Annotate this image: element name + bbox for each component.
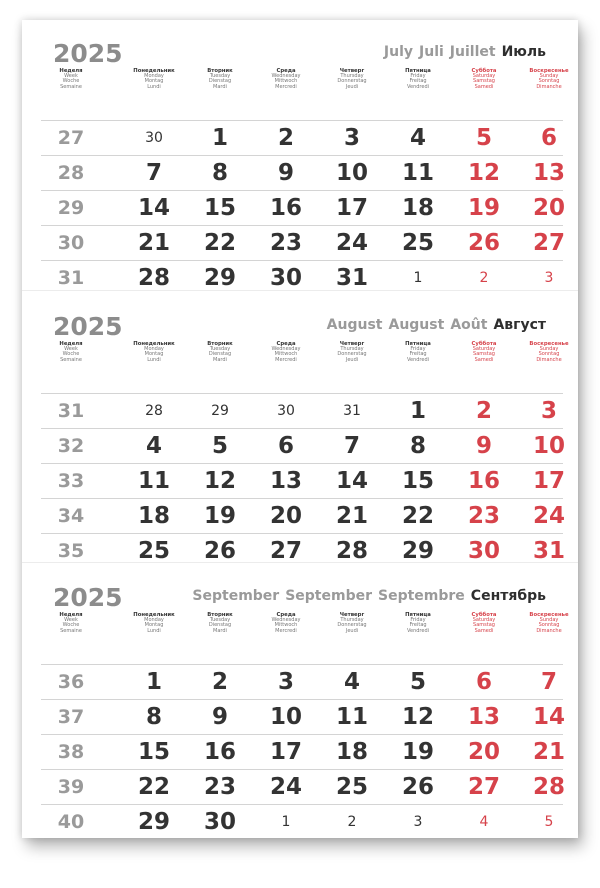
day-cell: 3 — [343, 125, 360, 151]
week-number: 40 — [57, 811, 85, 833]
day-cell: 12 — [467, 160, 500, 186]
day-cell: 1 — [145, 669, 162, 695]
adjacent-month-day: 3 — [544, 270, 554, 286]
day-cell: 17 — [335, 195, 368, 221]
day-cell: 15 — [203, 195, 236, 221]
weekday-header-en: Thursday — [340, 73, 364, 80]
weekday-header — [124, 69, 184, 90]
weekday-header-de: Freitag — [409, 78, 427, 85]
day-cell: 15 — [401, 468, 434, 494]
day-cell: 7 — [540, 669, 557, 695]
day-cell: 9 — [211, 704, 228, 730]
weekday-header-de: Mittwoch — [274, 351, 298, 358]
weekday-header-ru: Вторник — [207, 612, 233, 618]
day-cell: 28 — [137, 265, 170, 291]
day-cell: 10 — [335, 160, 368, 186]
weekday-header-fr: Lundi — [147, 627, 161, 634]
day-cell: 24 — [532, 503, 565, 529]
day-cell: 20 — [532, 195, 565, 221]
day-cell: 24 — [269, 774, 302, 800]
weekday-header — [124, 342, 184, 363]
week-row — [41, 664, 563, 699]
day-cell: 25 — [401, 230, 434, 256]
day-cell: 14 — [335, 468, 368, 494]
week-number: 30 — [57, 232, 85, 254]
day-cell: 9 — [475, 433, 492, 459]
day-cell: 9 — [277, 160, 294, 186]
day-cell: 8 — [211, 160, 228, 186]
weekday-header-fr: Vendredi — [406, 83, 430, 90]
day-cell: 26 — [467, 230, 500, 256]
weekday-header-fr: Jeudi — [345, 83, 359, 90]
day-cell: 28 — [335, 538, 368, 564]
day-cell: 3 — [277, 669, 294, 695]
month-name-fr: Juillet — [449, 44, 496, 60]
day-cell: 28 — [532, 774, 565, 800]
week-column-header — [41, 342, 101, 363]
month-name-ru: Сентябрь — [470, 588, 546, 604]
day-cell: 29 — [137, 809, 170, 835]
day-cell: 17 — [269, 739, 302, 765]
weekday-header-de: Montag — [144, 622, 164, 629]
weekday-header-ru: Четверг — [339, 612, 365, 618]
day-cell: 21 — [137, 230, 170, 256]
day-cell: 29 — [203, 265, 236, 291]
day-cell: 20 — [269, 503, 302, 529]
day-cell: 30 — [467, 538, 500, 564]
week-row — [41, 190, 563, 225]
week-row — [41, 498, 563, 533]
adjacent-month-day: 5 — [544, 814, 554, 830]
week-row — [41, 260, 563, 295]
calendar-page — [22, 20, 578, 838]
weekday-header-en: Tuesday — [209, 73, 231, 80]
weekday-header-de: Mittwoch — [274, 78, 298, 85]
day-cell: 23 — [203, 774, 236, 800]
weekday-header-en: Sunday — [539, 346, 559, 353]
week-number: 34 — [57, 505, 85, 527]
day-cell: 27 — [269, 538, 302, 564]
weekday-header-fr: Dimanche — [536, 83, 562, 90]
weekday-header — [190, 613, 250, 634]
weekday-header-en: Week — [64, 73, 78, 80]
adjacent-month-day: 31 — [343, 403, 361, 419]
day-cell: 5 — [211, 433, 228, 459]
weekday-header-ru: Среда — [276, 68, 296, 74]
day-cell: 2 — [211, 669, 228, 695]
day-cell: 22 — [203, 230, 236, 256]
day-cell: 21 — [532, 739, 565, 765]
weekday-header-de: Samstag — [473, 351, 495, 358]
month-name-en: July — [383, 44, 414, 60]
weekday-header-ru: Неделя — [59, 341, 83, 347]
weekday-header-en: Saturday — [472, 617, 496, 624]
week-number: 31 — [57, 267, 85, 289]
day-cell: 13 — [269, 468, 302, 494]
day-cell: 31 — [532, 538, 565, 564]
day-cell: 31 — [335, 265, 368, 291]
weekday-header — [454, 69, 514, 90]
weekday-header-ru: Понедельник — [133, 612, 175, 618]
day-cell: 5 — [475, 125, 492, 151]
weekday-header-fr: Semaine — [60, 83, 82, 90]
weekday-header-fr: Mardi — [213, 627, 227, 634]
day-cell: 12 — [203, 468, 236, 494]
weekday-header-en: Wednesday — [271, 617, 301, 624]
weekday-header-ru: Среда — [276, 612, 296, 618]
weekday-header-ru: Вторник — [207, 68, 233, 74]
adjacent-month-day: 1 — [413, 270, 423, 286]
weekday-header-de: Donnerstag — [337, 78, 367, 85]
weekday-header-de: Woche — [62, 351, 80, 358]
weekday-header-fr: Vendredi — [406, 356, 430, 363]
day-cell: 13 — [467, 704, 500, 730]
day-cell: 10 — [269, 704, 302, 730]
weekday-header — [256, 342, 316, 363]
day-cell: 11 — [137, 468, 170, 494]
weekday-header-fr: Mercredi — [275, 627, 297, 634]
weekday-header-en: Sunday — [539, 617, 559, 624]
month-name-en: August — [326, 317, 383, 333]
weekday-header — [454, 613, 514, 634]
weekday-header-en: Saturday — [472, 73, 496, 80]
weekday-header-fr: Lundi — [147, 83, 161, 90]
week-row — [41, 120, 563, 155]
weekday-header-en: Week — [64, 617, 78, 624]
weekday-header-de: Freitag — [409, 351, 427, 358]
weekday-header-de: Sonntag — [538, 351, 560, 358]
day-cell: 26 — [203, 538, 236, 564]
weekday-header-fr: Vendredi — [406, 627, 430, 634]
adjacent-month-day: 30 — [145, 130, 163, 146]
day-cell: 12 — [401, 704, 434, 730]
day-cell: 4 — [145, 433, 162, 459]
month-block — [22, 581, 578, 833]
weekday-header-fr: Semaine — [60, 627, 82, 634]
year-label: 2025 — [53, 312, 123, 341]
day-cell: 14 — [532, 704, 565, 730]
week-number: 37 — [57, 706, 85, 728]
weekday-header-ru: Суббота — [471, 68, 497, 74]
day-cell: 4 — [409, 125, 426, 151]
month-name-de: September — [285, 588, 372, 604]
weekday-header-de: Samstag — [473, 622, 495, 629]
weekday-header-fr: Mardi — [213, 356, 227, 363]
weekday-header-de: Dienstag — [208, 622, 232, 629]
day-cell: 23 — [269, 230, 302, 256]
week-row — [41, 769, 563, 804]
weekday-header-fr: Dimanche — [536, 627, 562, 634]
weekday-header-en: Wednesday — [271, 73, 301, 80]
weekday-header-ru: Воскресенье — [529, 68, 569, 74]
weekday-header-de: Woche — [62, 622, 80, 629]
weekday-header — [388, 342, 448, 363]
weekday-header-ru: Четверг — [339, 341, 365, 347]
day-cell: 1 — [211, 125, 228, 151]
weekday-header — [388, 613, 448, 634]
day-cell: 22 — [137, 774, 170, 800]
day-cell: 18 — [137, 503, 170, 529]
day-cell: 29 — [401, 538, 434, 564]
weekday-header-de: Donnerstag — [337, 351, 367, 358]
weekday-header-de: Donnerstag — [337, 622, 367, 629]
weekday-header-ru: Понедельник — [133, 68, 175, 74]
day-cell: 22 — [401, 503, 434, 529]
weekday-header-de: Mittwoch — [274, 622, 298, 629]
weekday-header-en: Sunday — [539, 73, 559, 80]
day-cell: 6 — [540, 125, 557, 151]
day-cell: 2 — [475, 398, 492, 424]
day-cell: 16 — [203, 739, 236, 765]
day-cell: 24 — [335, 230, 368, 256]
day-cell: 13 — [532, 160, 565, 186]
weekday-header-de: Woche — [62, 78, 80, 85]
weekday-header-ru: Неделя — [59, 68, 83, 74]
month-title — [378, 42, 546, 62]
weekday-header-en: Friday — [410, 73, 426, 80]
weekday-header-en: Thursday — [340, 617, 364, 624]
month-block — [22, 310, 578, 562]
day-cell: 6 — [277, 433, 294, 459]
month-name-fr: Août — [450, 317, 488, 333]
day-cell: 3 — [540, 398, 557, 424]
day-cell: 30 — [269, 265, 302, 291]
weekday-header-ru: Пятница — [405, 612, 431, 618]
day-cell: 7 — [343, 433, 360, 459]
week-row — [41, 699, 563, 734]
weekday-header-en: Saturday — [472, 346, 496, 353]
month-title — [186, 586, 546, 606]
week-number: 36 — [57, 671, 85, 693]
adjacent-month-day: 4 — [479, 814, 489, 830]
month-name-de: August — [388, 317, 445, 333]
adjacent-month-day: 2 — [479, 270, 489, 286]
week-number: 33 — [57, 470, 85, 492]
weekday-header-en: Monday — [144, 346, 164, 353]
month-title — [321, 315, 546, 335]
weekday-header — [256, 69, 316, 90]
day-cell: 18 — [335, 739, 368, 765]
weekday-header-ru: Вторник — [207, 341, 233, 347]
month-name-de: Juli — [419, 44, 444, 60]
weekday-header-en: Monday — [144, 73, 164, 80]
day-cell: 26 — [401, 774, 434, 800]
day-cell: 2 — [277, 125, 294, 151]
day-cell: 1 — [409, 398, 426, 424]
day-cell: 4 — [343, 669, 360, 695]
year-label: 2025 — [53, 583, 123, 612]
day-cell: 8 — [409, 433, 426, 459]
weekday-header-en: Friday — [410, 346, 426, 353]
weekday-header-ru: Воскресенье — [529, 341, 569, 347]
weekday-header-fr: Semaine — [60, 356, 82, 363]
weekday-header — [190, 342, 250, 363]
week-row — [41, 225, 563, 260]
weekday-header-fr: Dimanche — [536, 356, 562, 363]
day-cell: 19 — [401, 739, 434, 765]
day-cell: 11 — [401, 160, 434, 186]
week-number: 32 — [57, 435, 85, 457]
weekday-header-fr: Jeudi — [345, 627, 359, 634]
week-number: 35 — [57, 540, 85, 562]
week-row — [41, 463, 563, 498]
day-cell: 19 — [467, 195, 500, 221]
day-cell: 6 — [475, 669, 492, 695]
adjacent-month-day: 29 — [211, 403, 229, 419]
month-block — [22, 37, 578, 289]
weekday-header-ru: Среда — [276, 341, 296, 347]
week-row — [41, 734, 563, 769]
week-number: 31 — [57, 400, 85, 422]
weekday-header — [256, 613, 316, 634]
week-row — [41, 393, 563, 428]
weekday-header-en: Friday — [410, 617, 426, 624]
weekday-header — [519, 69, 579, 90]
weekday-header — [190, 69, 250, 90]
weekday-header — [124, 613, 184, 634]
week-row — [41, 155, 563, 190]
day-cell: 16 — [269, 195, 302, 221]
week-number: 29 — [57, 197, 85, 219]
day-cell: 23 — [467, 503, 500, 529]
adjacent-month-day: 3 — [413, 814, 423, 830]
weekday-header-fr: Mercredi — [275, 356, 297, 363]
adjacent-month-day: 1 — [281, 814, 291, 830]
day-cell: 16 — [467, 468, 500, 494]
weekday-header-fr: Samedi — [474, 83, 494, 90]
weekday-header — [388, 69, 448, 90]
weekday-header — [322, 613, 382, 634]
week-row — [41, 428, 563, 463]
weekday-header — [322, 342, 382, 363]
week-column-header — [41, 613, 101, 634]
week-row — [41, 533, 563, 568]
day-cell: 25 — [137, 538, 170, 564]
weekday-header-de: Dienstag — [208, 78, 232, 85]
weekday-header-ru: Суббота — [471, 612, 497, 618]
week-column-header — [41, 69, 101, 90]
weekday-header-de: Sonntag — [538, 622, 560, 629]
year-label: 2025 — [53, 39, 123, 68]
weekday-header-ru: Суббота — [471, 341, 497, 347]
month-name-fr: Septembre — [378, 588, 465, 604]
weekday-header-fr: Samedi — [474, 356, 494, 363]
weekday-header-en: Week — [64, 346, 78, 353]
weekday-header-ru: Пятница — [405, 341, 431, 347]
week-number: 27 — [57, 127, 85, 149]
weekday-header-fr: Mercredi — [275, 83, 297, 90]
weekday-header-ru: Неделя — [59, 612, 83, 618]
day-cell: 5 — [409, 669, 426, 695]
month-name-en: September — [192, 588, 280, 604]
week-number: 38 — [57, 741, 85, 763]
day-cell: 27 — [532, 230, 565, 256]
day-cell: 14 — [137, 195, 170, 221]
weekday-header-fr: Mardi — [213, 83, 227, 90]
day-cell: 8 — [145, 704, 162, 730]
month-name-ru: Август — [493, 317, 546, 333]
weekday-header — [454, 342, 514, 363]
day-cell: 15 — [137, 739, 170, 765]
weekday-header — [519, 613, 579, 634]
weekday-header-de: Montag — [144, 351, 164, 358]
day-cell: 7 — [145, 160, 162, 186]
day-cell: 20 — [467, 739, 500, 765]
day-cell: 21 — [335, 503, 368, 529]
weekday-header-en: Thursday — [340, 346, 364, 353]
day-cell: 27 — [467, 774, 500, 800]
day-cell: 25 — [335, 774, 368, 800]
weekday-header-fr: Samedi — [474, 627, 494, 634]
weekday-header — [519, 342, 579, 363]
weekday-header-de: Samstag — [473, 78, 495, 85]
week-number: 39 — [57, 776, 85, 798]
day-cell: 11 — [335, 704, 368, 730]
weekday-header-ru: Пятница — [405, 68, 431, 74]
weekday-header-fr: Jeudi — [345, 356, 359, 363]
weekday-header-en: Tuesday — [209, 346, 231, 353]
weekday-header-de: Montag — [144, 78, 164, 85]
weekday-header — [322, 69, 382, 90]
day-cell: 30 — [203, 809, 236, 835]
day-cell: 10 — [532, 433, 565, 459]
weekday-header-ru: Понедельник — [133, 341, 175, 347]
day-cell: 19 — [203, 503, 236, 529]
weekday-header-ru: Четверг — [339, 68, 365, 74]
adjacent-month-day: 28 — [145, 403, 163, 419]
weekday-header-en: Tuesday — [209, 617, 231, 624]
month-name-ru: Июль — [501, 44, 546, 60]
adjacent-month-day: 30 — [277, 403, 295, 419]
weekday-header-en: Monday — [144, 617, 164, 624]
adjacent-month-day: 2 — [347, 814, 357, 830]
weekday-header-ru: Воскресенье — [529, 612, 569, 618]
week-row — [41, 804, 563, 839]
week-number: 28 — [57, 162, 85, 184]
weekday-header-de: Dienstag — [208, 351, 232, 358]
weekday-header-fr: Lundi — [147, 356, 161, 363]
weekday-header-de: Sonntag — [538, 78, 560, 85]
day-cell: 18 — [401, 195, 434, 221]
weekday-header-de: Freitag — [409, 622, 427, 629]
day-cell: 17 — [532, 468, 565, 494]
weekday-header-en: Wednesday — [271, 346, 301, 353]
